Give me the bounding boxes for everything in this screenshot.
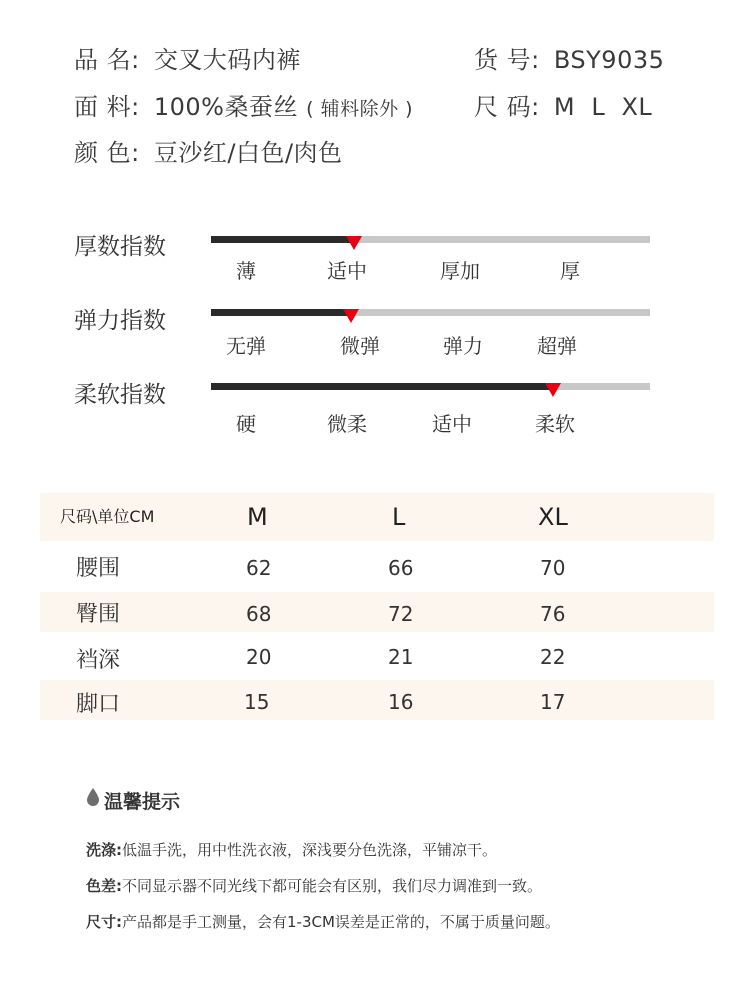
table-cell: 62 (246, 556, 272, 580)
product-color-value: 豆沙红/白色/肉色 (153, 139, 343, 167)
thickness-index-fill (211, 236, 354, 243)
elasticity-tick-3: 弹力 (443, 334, 483, 358)
product-sku (474, 40, 664, 75)
elasticity-index-fill (211, 309, 351, 316)
elasticity-tick-2: 微弹 (340, 334, 380, 358)
tip-text: 不同显示器不同光线下都可能会有区别，我们尽力调准到一致。 (122, 877, 543, 895)
softness-tick-4: 柔软 (535, 412, 575, 436)
softness-index-label: 柔软指数 (74, 382, 166, 408)
product-size (474, 87, 652, 122)
softness-index-fill (211, 383, 553, 390)
tip-label: 洗涤: (86, 841, 122, 859)
product-color (74, 133, 343, 168)
table-cell: 76 (540, 602, 566, 626)
tip-item (86, 911, 560, 932)
droplet-icon (86, 787, 100, 811)
table-row-name: 脚口 (76, 692, 121, 717)
tip-text: 低温手洗，用中性洗衣液，深浅要分色洗涤，平铺凉干。 (122, 841, 498, 859)
tip-label: 尺寸: (86, 913, 122, 931)
product-sku-value: BSY9035 (553, 46, 665, 74)
product-sku-label: 货 号: (474, 46, 540, 74)
table-cell: 15 (244, 690, 270, 714)
size-table-header-label: 尺码\单位CM (60, 507, 155, 526)
table-row-name: 裆深 (76, 648, 121, 673)
tip-item (86, 875, 542, 896)
elasticity-index-marker (343, 309, 359, 323)
table-cell: 22 (540, 645, 566, 669)
thickness-index-label: 厚数指数 (74, 234, 166, 260)
size-column-m: M (247, 503, 268, 531)
product-fabric-value: 100%桑蚕丝 (153, 93, 298, 121)
product-fabric-label: 面 料: (74, 93, 140, 121)
elasticity-index-label: 弹力指数 (74, 308, 166, 334)
product-fabric (74, 87, 413, 122)
softness-tick-1: 硬 (236, 412, 256, 436)
table-cell: 21 (388, 645, 414, 669)
size-table-row-bg-2 (40, 592, 714, 632)
product-color-label: 颜 色: (74, 139, 140, 167)
table-cell: 20 (246, 645, 272, 669)
thickness-index-track (211, 236, 650, 243)
size-column-l: L (392, 503, 406, 531)
tip-item (86, 839, 497, 860)
product-size-label: 尺 码: (474, 93, 540, 121)
softness-index-track (211, 383, 650, 390)
thickness-tick-3: 厚加 (440, 259, 480, 283)
elasticity-tick-4: 超弹 (537, 334, 577, 358)
table-cell: 17 (540, 690, 566, 714)
elasticity-tick-1: 无弹 (226, 334, 266, 358)
table-row-name: 臀围 (76, 602, 121, 627)
thickness-tick-1: 薄 (236, 259, 256, 283)
table-cell: 16 (388, 690, 414, 714)
tip-label: 色差: (86, 877, 122, 895)
thickness-tick-4: 厚 (560, 259, 580, 283)
thickness-index-marker (346, 236, 362, 250)
softness-index-marker (545, 383, 561, 397)
size-table-row-bg-4 (40, 680, 714, 720)
product-name-label: 品 名: (74, 46, 140, 74)
table-cell: 70 (540, 556, 566, 580)
product-size-value: M L XL (553, 93, 653, 121)
product-name-value: 交叉大码内裤 (153, 46, 301, 74)
table-cell: 68 (246, 602, 272, 626)
product-name (74, 40, 301, 75)
product-fabric-note: ( 辅料除外 ) (306, 98, 414, 120)
tip-text: 产品都是手工测量，会有1-3CM误差是正常的，不属于质量问题。 (122, 913, 560, 931)
table-cell: 66 (388, 556, 414, 580)
softness-tick-2: 微柔 (327, 412, 367, 436)
tips-title: 温馨提示 (104, 791, 181, 813)
table-cell: 72 (388, 602, 414, 626)
thickness-tick-2: 适中 (327, 259, 367, 283)
softness-tick-3: 适中 (432, 412, 472, 436)
table-row-name: 腰围 (76, 556, 121, 581)
elasticity-index-track (211, 309, 650, 316)
size-column-xl: XL (538, 503, 568, 531)
